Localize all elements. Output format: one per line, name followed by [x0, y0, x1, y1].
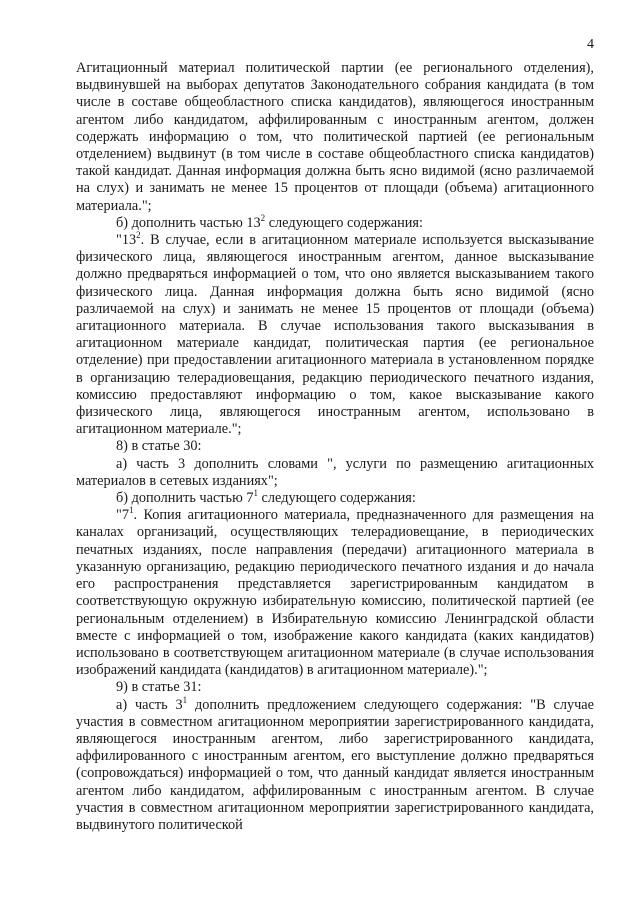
text-run: следующего содержания: [265, 214, 423, 231]
text-run: 8) в статье 30: [116, 438, 202, 455]
paragraph [76, 456, 594, 490]
paragraph [76, 490, 594, 507]
text-run: а) часть 3 дополнить словами ", услуги по размещению агитационных материалов в сетевых изданиях"; [76, 455, 594, 489]
text-run: б) дополнить частью 13 [116, 214, 261, 231]
document-body [76, 60, 594, 834]
paragraph [76, 679, 594, 696]
paragraph [76, 507, 594, 679]
superscript: 1 [253, 488, 258, 499]
superscript: 1 [129, 505, 134, 516]
text-run: следующего содержания: [257, 490, 416, 507]
page-number: 4 [587, 37, 594, 52]
text-run: "13 [116, 232, 137, 249]
text-run: 9) в статье 31: [116, 679, 202, 696]
superscript: 2 [136, 230, 141, 241]
text-run: б) дополнить частью 7 [116, 490, 254, 507]
superscript: 1 [182, 694, 188, 705]
text-run: дополнить предложением следующего содержания: "В случае участия в совместном агитационном мероприятии зарегистрированного кандидата, являющегося иностранным агентом, либо зарегистрированного кандидата, аффилированного с иностранным агентом, его выступление должно предваряться (сопровождаться) информацией о том, что данный кандидат является иностранным агентом либо кандидатом, аффилированным с иностранным агентом. В случае участия в совместном агитационном мероприятии зарегистрированного кандидата, выдвинутого политической [76, 696, 594, 833]
paragraph [76, 60, 594, 215]
text-run: . Копия агитационного материала, предназначенного для размещения на каналах организаций, осуществляющих телерадиовещание, в периодических печатных изданиях, после направления (передачи) агитационного материала в указанную организацию, редакцию периодического печатного издания и до начала его распространения представляется зарегистрированным кандидатом в соответствующую окружную избирательную комиссию, политической партией (ее региональным отделением) в Избирательную комиссию Ленинградской области вместе с информацией о том, изображение какого кандидата (каких кандидатов) использовано в соответствующем агитационном материале (в случае использования изображений кандидата (кандидатов) в агитационном материале)."; [76, 507, 594, 679]
text-run: "7 [116, 507, 129, 524]
paragraph [76, 215, 594, 232]
text-run: . В случае, если в агитационном материале используется высказывание физического лица, являющегося иностранным агентом, данное высказывание должно предваряться информацией о том, что оно является высказыванием такого физического лица. Данная информация должна быть ясно видимой (ясно различаемой на слух) и занимать не менее 15 процентов от площади (объема) агитационного материала. В случае использования такого высказывания в агитационном материале кандидат, политическая партия (ее региональное отделение) при предоставлении агитационного материала в установленном порядке в организацию телерадиовещания, редакцию периодического печатного издания, комиссию предоставляют информацию о том, какое высказывание какого физического лица, являющегося иностранным агентом, использовано в агитационном материале."; [76, 232, 594, 438]
superscript: 2 [260, 213, 266, 224]
paragraph [76, 694, 594, 835]
paragraph [76, 232, 594, 438]
paragraph [76, 438, 594, 455]
text-run: а) часть 3 [116, 696, 183, 713]
text-run: Агитационный материал политической партии (ее регионального отделения), выдвинувшей на выборах депутатов Законодательного собрания кандидата (в том числе в составе общеобластного списка кандидатов), являющегося иностранным агентом либо кандидатом, аффилированным с иностранным агентом, должен содержать информацию о том, что политической партией (ее региональным отделением) выдвинут (в том числе в составе общеобластного списка кандидатов) такой кандидат. Данная информация должна быть ясно видимой (ясно различаемой на слух) и занимать не менее 15 процентов от площади (объема) агитационного материала."; [76, 60, 594, 214]
